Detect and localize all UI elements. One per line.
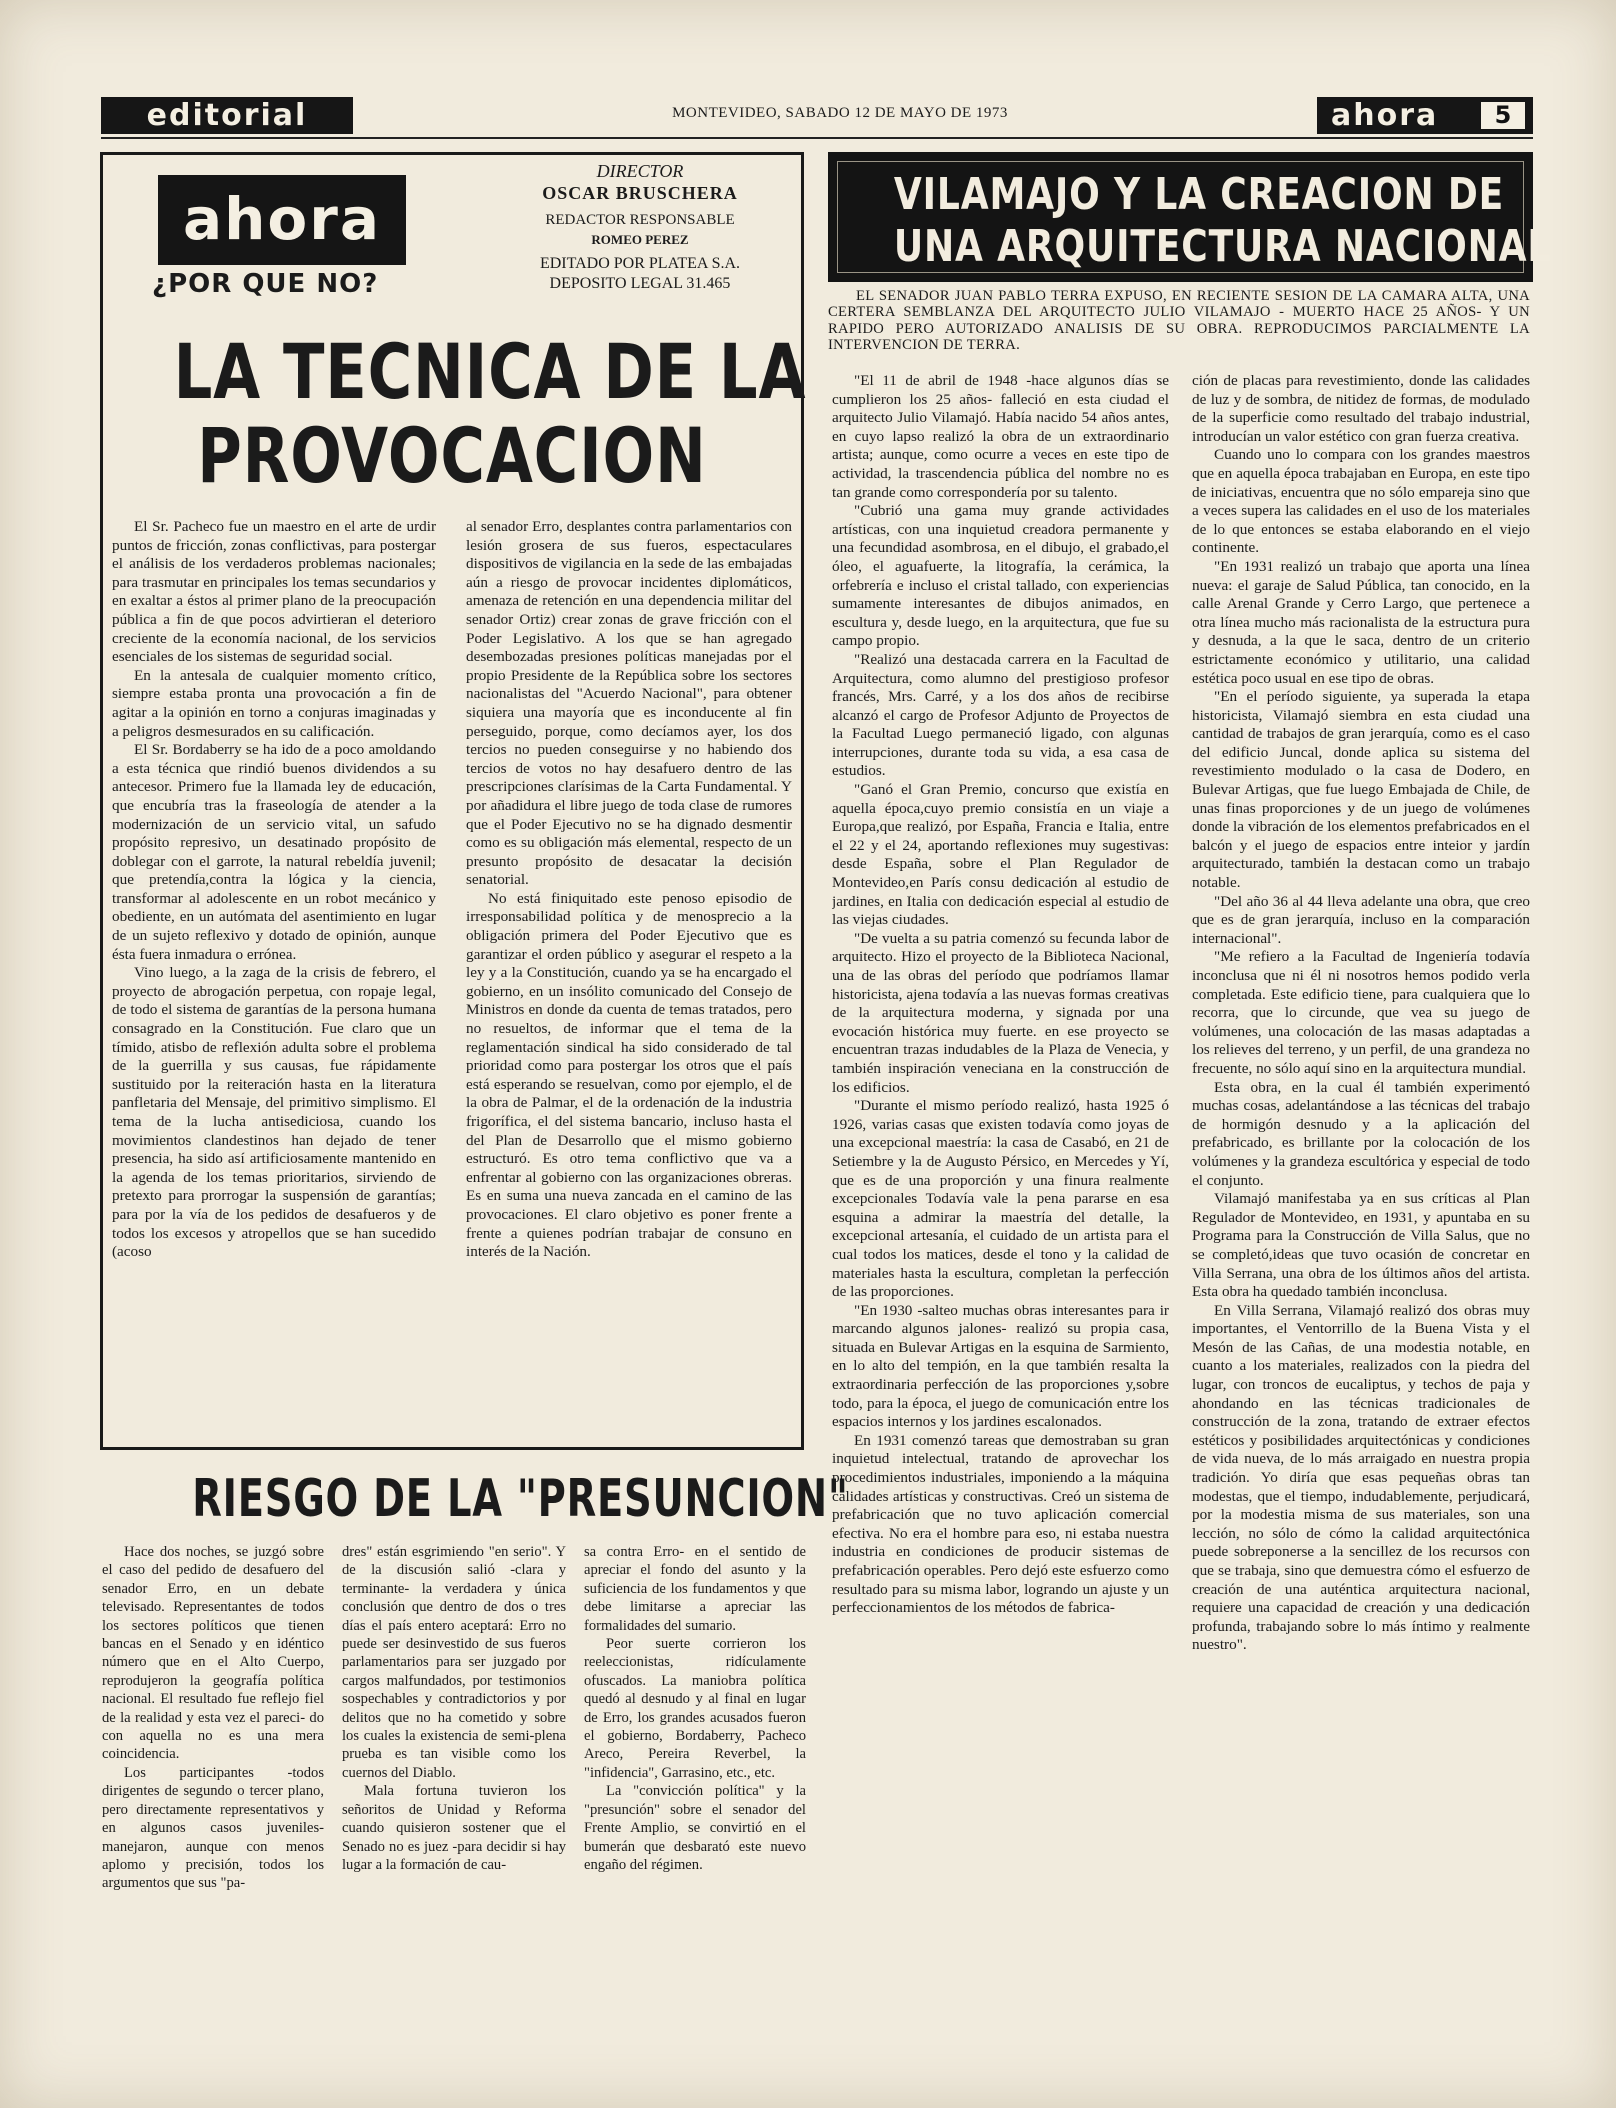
paragraph: Mala fortuna tuvieron los señoritos de Unidad y Reforma cuando quisieron sostener que el Senado no es juez -para decidir si hay lugar a la formación de cau- xyxy=(342,1783,566,1873)
page-number: 5 xyxy=(1481,102,1525,129)
paragraph: No está finiquitado este penoso episodio de irresponsabilidad política y de menosprecio a la obligación primera del Poder Ejecutivo que es garantizar el orden público y asegurar el respeto a la ley y a la Constitución, cuando ya se ha encargado el gobierno, en un insólito comunicado del Consejo de Ministros en donde da cuenta de temas tratados, pero no resueltos, de informar que el tema de la reglamentación sindical ha sido considerado de tal prioridad como para postergar los otros que el país está esperando se resuelvan, como por ejemplo, el de la obra de Palmar, el de la ordenación de la industria frigorífica, el del sistema bancario, incluso hasta el del Plan de Desarrollo que el mismo gobierno estructuró. Es otro tema conflictivo que va a enfrentar al gobierno con las organizaciones obreras. Es en suma una nueva zancada en el camino de las provocaciones. El claro objetivo es poner frente a frente a quienes podrían trabajar de consuno en interés de la Nación. xyxy=(466,889,792,1261)
paragraph: "De vuelta a su patria comenzó su fecunda labor de arquitecto. Hizo el proyecto de la Biblioteca Nacional, una de las obras del período que podríamos llamar historicista, ajena todavía a las nuevas formas creativas de la arquitectura moderna, y signada por una evocación histórica muy fuerte. en ese proyecto se encuentran trazas indudables de la Plaza de Venecia, y también inspiración veneciana en la construcción de los edificios. xyxy=(832,929,1169,1096)
dateline: MONTEVIDEO, SABADO 12 DE MAYO DE 1973 xyxy=(672,105,1008,121)
editorial-column-1 xyxy=(112,518,436,1444)
paragraph: "El 11 de abril de 1948 -hace algunos días se cumplieron los 25 años- falleció en esta ciudad el arquitecto Julio Vilamajó. Había nacido 54 años antes, en cuyo lapso realizó la obra de un extraordinario artista; aunque, como ocurre a veces en este tipo de actividad, la trascendencia pública del nombre no es tan grande como correspondería por su talento. xyxy=(832,372,1169,501)
paragraph: Vino luego, a la zaga de la crisis de febrero, el proyecto de abrogación perpetua, con ropaje legal, de todo el sistema de garantías de la persona humana consagrado en la Constitución. Fue claro que un tímido, atisbo de reflexión adulta sobre el problema de la guerrilla y sus causas, fue rápidamente sustituido por la reiteración hasta en la literatura panfletaria del Mensaje, del primitivo simplismo. El tema de la lucha antisediciosa, cuando los movimientos clandestinos han dejado de tener presencia, ha sido así artificiosamente mantenido en la agenda de los temas prioritarios, sirviendo de pretexto para prorrogar la suspensión de garantías; para por la vía de los pedidos de desafueros y de todos los excesos y atropellos que se han sucedido (acoso xyxy=(112,964,436,1261)
editorial-column-2 xyxy=(466,518,792,1444)
paragraph: "Me refiero a la Facultad de Ingeniería todavía inconclusa que ni él ni nosotros hemos podido verla completada. Este edificio tiene, para cualquiera que lo recorra, que lo circunde, que vea su juego de volúmenes, una colocación de las masas adaptadas a los relieves del terreno, y un perfil, de una grandeza no frecuente, no sólo aquí sino en la arquitectura mundial. xyxy=(1192,948,1530,1077)
paragraph: "Ganó el Gran Premio, concurso que existía en aquella época,cuyo premio consistía en un viaje a Europa,que realizó, por España, Francia e Italia, entre el 22 y el 24, aportando reflexiones muy sugestivas: desde España, sobre el Plan Regulador de Montevideo,en París consu dedicación al estudio de jardines, en Italia con dedicación especial al estudio de las viejas ciudades. xyxy=(832,781,1169,929)
brand-tab xyxy=(1317,97,1533,134)
paragraph: Peor suerte corrieron los reeleccionistas, ridículamente ofuscados. La maniobra política quedó al desnudo y al final en lugar de Erro, los grandes acusados fueron el gobierno, Bordaberry, Pacheco Areco, Pereira Reverbel, la "infidencia", Garrasino, etc., etc. xyxy=(584,1636,806,1781)
feature-column-2 xyxy=(1192,372,1530,1966)
second-headline: RIESGO DE LA "PRESUNCION" xyxy=(192,1469,849,1529)
masthead-credits xyxy=(490,160,790,294)
paragraph: dres" están esgrimiendo "en serio". Y de la discusión salió -clara y terminante- la verdadera y única conclusión que dentro de dos o tres días el país entero aceptará: Erro no puede ser desinvestido de sus fueros parlamentarios para ser juzgado por cargos malfundados, por testimonios sospechables y contradictorios y por delitos que no ha cometido y sobre los cuales la existencia de semi-plena prueba es tan visible como los cuernos del Diablo. xyxy=(342,1544,566,1781)
brand-name: ahora xyxy=(1331,98,1439,133)
headline-line-1: LA TECNICA DE LA xyxy=(173,327,807,416)
paragraph: "Realizó una destacada carrera en la Facultad de Arquitectura, como alumno del prestigioso profesor francés, Mrs. Carré, y a los dos años de recibirse alcanzó el cargo de Profesor Adjunto de Proyectos de la Facultad Luego permaneció ligado, con algunas interrupciones, durante toda su vida, a esa casa de estudios. xyxy=(832,650,1169,780)
paragraph: "En 1930 -salteo muchas obras interesantes para ir marcando algunos jalones- realizó su propia casa, situada en Bulevar Artigas en la esquina de Sarmiento, en lo alto del tempión, en la que también resalta la extraordinaria perfección de las proporciones y,sobre todo, para la época, el juego de comunicación entre los espacios internos y los jardines escalonados. xyxy=(832,1301,1169,1431)
header-rule xyxy=(101,137,1533,139)
second-column-2 xyxy=(342,1543,566,1973)
redactor-name: ROMEO PEREZ xyxy=(591,232,689,247)
feature-column-1 xyxy=(832,372,1169,1966)
masthead-slogan: ¿POR QUE NO? xyxy=(152,269,379,299)
paragraph: En Villa Serrana, Vilamajó realizó dos obras muy importantes, el Ventorrillo de la Buena Vista y el Mesón de las Cañas, de una modestia notable, en cuanto a los materiales, realizados con la piedra del lugar, con troncos de eucaliptus, y techos de paja y ahondando en las técnicas tradicionales de construcción de la zona, tratando de extraer efectos estéticos y posibilidades arquitectónicas y condiciones de vida nueva, de lo más arraigado en nuestra propia tradición. Yo diría que esas pequeñas obras tan modestas, que el tiempo, indudablemente, perjudicará, por la modestia misma de sus materiales, son una lección, no sólo de cómo la calidad arquitectónica puede sobreponerse a la sencillez de los recursos con que se trabaja, sino que demuestra cómo el esfuerzo de creación de una auténtica arquitectura nacional, requiere una capacidad de creación y una dedicación profunda, trabajando sobre lo más íntimo y realmente nuestro". xyxy=(1192,1301,1530,1654)
second-headline-box xyxy=(100,1468,849,1530)
paragraph: Vilamajó manifestaba ya en sus críticas al Plan Regulador de Montevideo, en 1931, y apuntaba en su Programa para la Construcción de Villa Salus, que no se completó,ideas que tuvo ocasión de concretar en Villa Serrana, una obra de los últimos años del artista. Esta obra ha quedado también inconclusa. xyxy=(1192,1190,1530,1301)
paragraph: El Sr. Pacheco fue un maestro en el arte de urdir puntos de fricción, zonas conflictivas, para postergar el análisis de los verdaderos problemas nacionales; para trasmutar en principales los temas secundarios y en exaltar a éstos al primer plano de la preocupación pública a fin de que pocos advirtieran el deterioro creciente de la economía nacional, de los servicios esenciales de los sistemas de seguridad social. xyxy=(112,518,436,666)
paragraph: Cuando uno lo compara con los grandes maestros que en aquella época trabajaban en Europa, en este tipo de iniciativas, encuentra que no sólo empareja sino que a veces supera las calidades en el uso de los materiales de lo que entonces se estaba elaborando en el viejo continente. xyxy=(1192,446,1530,557)
section-tab: editorial xyxy=(101,97,353,134)
second-column-3 xyxy=(584,1543,806,1973)
legal-deposit: DEPOSITO LEGAL 31.465 xyxy=(549,275,731,292)
paragraph: al senador Erro, desplantes contra parlamentarios con lesión grosera de sus fueros, espectaculares dispositivos de vigilancia en la sede de las embajadas aún a riesgo de provocar incidentes diplomáticos, amenaza de retención en una dependencia militar del senador Ortiz) crear zonas de grave fricción con el Poder Legislativo. A los que se han agregado desembozadas presiones políticas manejadas por el propio Presidente de la República sobre los sectores nacionalistas del "Acuerdo Nacional", para obtener siquiera una mayoría que es inconducente al fin perseguido, porque, como decíamos ayer, los dos tercios no pueden conseguirse y no habiendo dos tercios de votos no hay desafuero dentro de las prescripciones clarísimas de la Carta Fundamental. Y por añadidura el libre juego de toda clase de rumores que el Poder Ejecutivo no se ha dignado desmentir como es su obligación más elemental, respecto de un presunto propósito de desacatar la decisión senatorial. xyxy=(466,518,792,889)
feature-headline-box xyxy=(828,152,1552,282)
director-label: DIRECTOR xyxy=(596,161,684,181)
feature-headline-line-1: VILAMAJO Y LA CREACION DE xyxy=(893,169,1505,220)
feature-headline xyxy=(831,169,1552,273)
director-name: OSCAR BRUSCHERA xyxy=(542,183,738,203)
paragraph: En 1931 comenzó tareas que demostraban su gran inquietud intelectual, tratando de aprovechar los procedimientos industriales, imponiendo a la máquina calidades artísticas y constructivas. Creó un sistema de prefabricación que no tuvo aplicación comercial efectiva. No era el hombre para eso, ni estaba nuestra industria en condiciones de producir sistemas de prefabricación operables. Pero dejó este esfuerzo como resultado para su misma labor, logrando un ajuste y un perfeccionamientos de los métodos de fabrica- xyxy=(832,1431,1169,1617)
paragraph: "En 1931 realizó un trabajo que aporta una línea nueva: el garaje de Salud Pública, tan conocido, en la calle Arenal Grande y Cerro Largo, que pertenece a otra línea mucho más racionalista de la estructura pura y desnuda, a la que le saca, dentro de un criterio estrictamente económico y utilitario, una calidad estética poco usual en ese tipo de obras. xyxy=(1192,557,1530,687)
feature-headline-line-2: UNA ARQUITECTURA NACIONAL xyxy=(893,221,1552,272)
editorial-headline xyxy=(104,327,807,500)
paragraph: sa contra Erro- en el sentido de apreciar el fondo del asunto y la suficiencia de los fundamentos y que debe limitarse a apreciar las formalidades del sumario. xyxy=(584,1544,806,1634)
masthead-logo xyxy=(158,175,406,265)
publisher: EDITADO POR PLATEA S.A. xyxy=(539,255,741,272)
logo-text: ahora xyxy=(182,185,382,253)
paragraph: En la antesala de cualquier momento crítico, siempre estaba pronta una provocación a fin de agitar a la opinión en torno a conjuras imaginadas y a peligros desmesurados en su calificación. xyxy=(112,666,436,740)
paragraph: Hace dos noches, se juzgó sobre el caso del pedido de desafuero del senador Erro, en un debate televisado. Representantes de todos los sectores políticos que tienen bancas en el Senado y en idéntico número que en el Alto Cuerpo, reprodujeron la geografía política nacional. El resultado fue reflejo fiel de la realidad y esta vez el pareci- do con aquella no es una mera coincidencia. xyxy=(102,1544,324,1763)
paragraph: "En el período siguiente, ya superada la etapa historicista, Vilamajó siembra en esta ciudad una cantidad de trabajos de gran jerarquía, como es el caso del edificio Juncal, donde aplica su sistema del revestimiento modulado o la casa de Dodero, en Bulevar Artigas, que fue luego Embajada de Chile, de unas finas proporciones y de un juego de volúmenes donde la vibración de los elementos prefabricados en el balcón y el juego de espacios entre inteior y jardín arquitecturado, también la destacan como un trabajo notable. xyxy=(1192,688,1530,892)
paragraph: "Cubrió una gama muy grande actividades artísticas, con una inquietud creadora permanente y una fecundidad asombrosa, en el dibujo, el grabado,el óleo, el aguafuerte, la litografía, la cerámica, la orfebrería e incluso el cristal tallado, con experiencias sumamente interesantes de dibujos animados, en escultura y, desde luego, en la arquitectura, que fue su campo propio. xyxy=(832,502,1169,650)
headline-line-2: PROVOCACION xyxy=(197,411,707,500)
paragraph: Los participantes -todos dirigentes de segundo o tercer plano, pero directamente representativos y en algunos casos juveniles- manejaron, aunque con menos aplomo y precisión, todos los argumentos que sus "pa- xyxy=(102,1764,324,1892)
paragraph: La "convicción política" y la "presunción" sobre el senador del Frente Amplio, se convirtió en el bumerán que desbarató este nuevo engaño del régimen. xyxy=(584,1783,806,1873)
paragraph: "Del año 36 al 44 lleva adelante una obra, que creo que es de gran jerarquía, incluso en la comparación internacional". xyxy=(1192,892,1530,947)
feature-lead: EL SENADOR JUAN PABLO TERRA EXPUSO, EN RECIENTE SESION DE LA CAMARA ALTA, UNA CERTERA SEMBLANZA DEL ARQUITECTO JULIO VILAMAJO - MUERTO HACE 25 AÑOS- Y UN RAPIDO PERO AUTORIZADO ANALISIS DE SU OBRA. REPRODUCIMOS PARCIALMENTE LA INTERVENCION DE TERRA. xyxy=(828,288,1530,354)
redactor-label: REDACTOR RESPONSABLE xyxy=(545,212,735,228)
paragraph: Esta obra, en la cual él también experimentó muchas cosas, adelantándose a las técnicas del trabajo de hormigón desnudo y a la aplicación del prefabricado, es brillante por la colocación de los volúmenes y la grandeza escultórica y especial de todo el conjunto. xyxy=(1192,1078,1530,1189)
paragraph: El Sr. Bordaberry se ha ido de a poco amoldando a esta técnica que rindió buenos dividendos a su antecesor. Primero fue la llamada ley de educación, que encubría tras la fraseología de atender a la modernización de un servicio vital, un safudo propósito represivo, un desatinado propósito de doblegar con el garrote, la natural rebeldía juvenil; que pretendía,contra la lógica y la ciencia, transformar al adolescente en un robot mecánico y obediente, en un autómata del asentimiento en lugar de un sujeto reflexivo y dotado de opinión, aunque ésta fuera inmadura o errónea. xyxy=(112,741,436,963)
paragraph: ción de placas para revestimiento, donde las calidades de luz y de sombra, de nitidez de formas, de modulado de la superficie como resultado del trabajo industrial, introducían un valor estético con gran fuerza creativa. xyxy=(1192,372,1530,445)
paragraph: "Durante el mismo período realizó, hasta 1925 ó 1926, varias casas que existen todavía como joyas de una excepcional maestría: la casa de Casabó, en 21 de Setiembre y la de Augusto Pérsico, en Mercedes y Yí, que es de una proporción y una finura realmente excepcionales Todavía vale la pena pararse en esa esquina a admirar la maestría del detalle, la excepcional artesanía, el cuidado de un artista para el cual todos los matices, desde el tono y la calidad de materiales hasta la escultura, completan la perfección de las proporciones. xyxy=(832,1097,1169,1301)
second-column-1 xyxy=(102,1543,324,1973)
